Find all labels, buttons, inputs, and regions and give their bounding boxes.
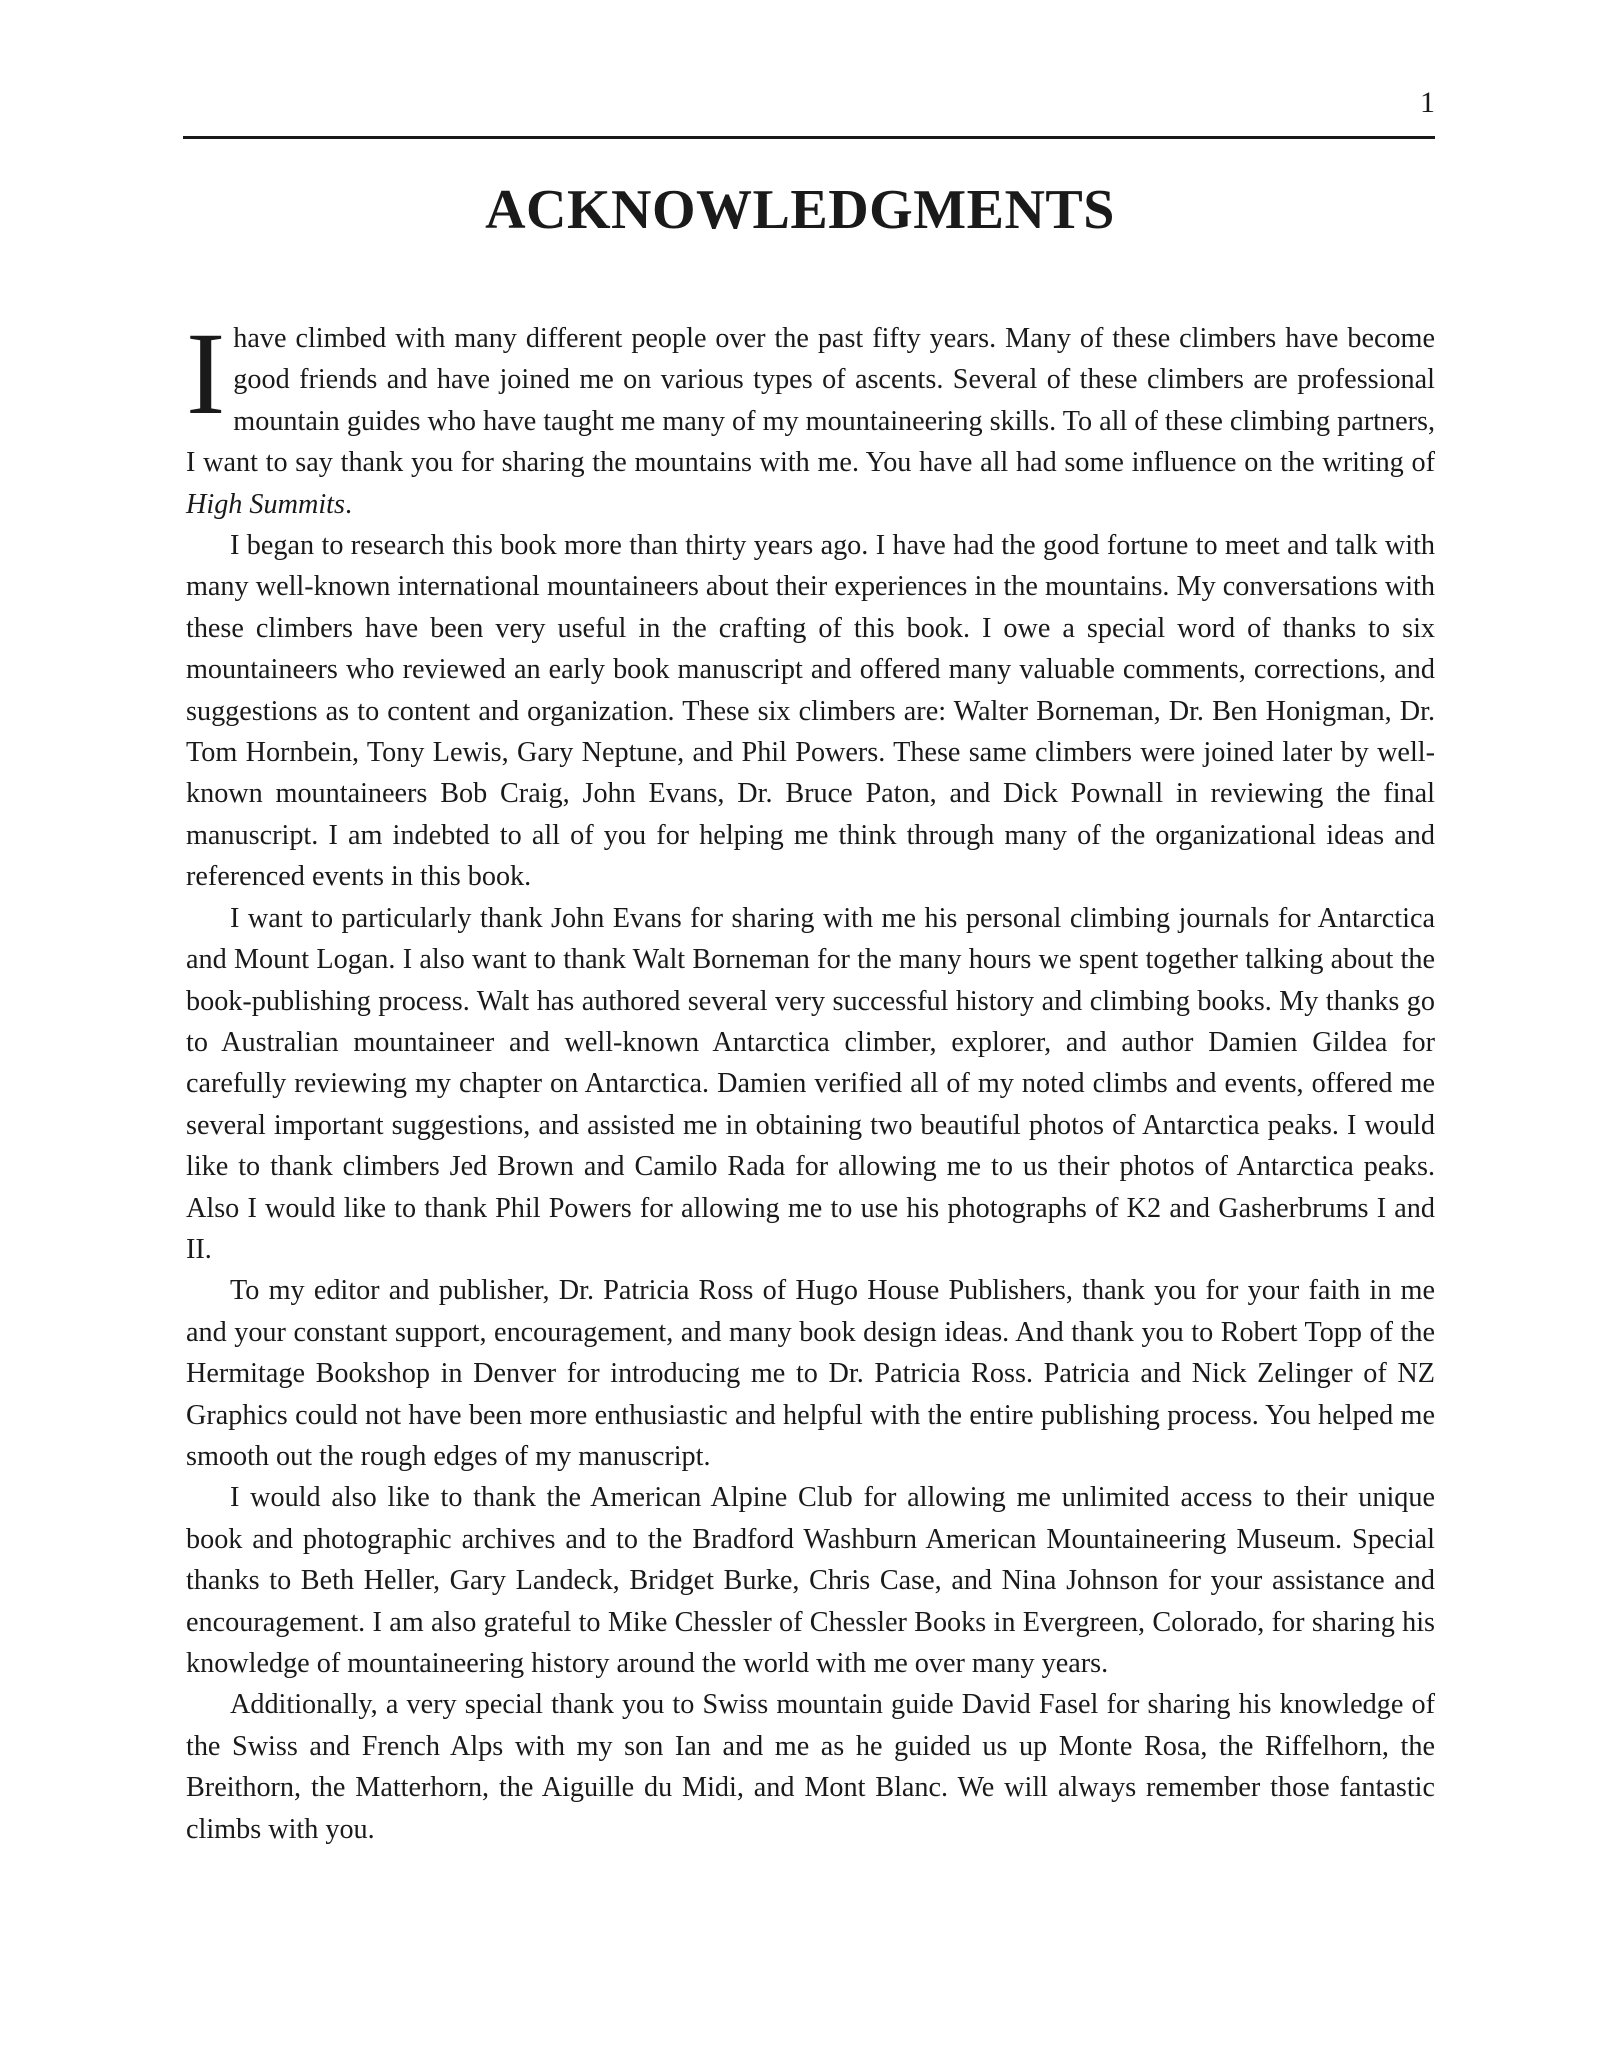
page-title: ACKNOWLEDGMENTS: [485, 179, 1115, 241]
body-text: [186, 308, 1435, 1850]
page-number: 1: [1420, 86, 1435, 119]
paragraph-3: I want to particularly thank John Evans for sharing with me his personal climbing journals for Antarctica and Mount Logan. I also want to thank Walt Borneman for the many hours we spent together talking about the book-publishing process. Walt has authored several very successful history and climbing books. My thanks go to Australian mountaineer and well-known Antarctica climber, explorer, and author Damien Gildea for carefully reviewing my chapter on Antarctica. Damien verified all of my noted climbs and events, offered me several important suggestions, and assisted me in obtaining two beautiful photos of Antarctica peaks. I would like to thank climbers Jed Brown and Camilo Rada for allowing me to us their photos of Antarctica peaks. Also I would like to thank Phil Powers for allowing me to use his photographs of K2 and Gasherbrums I and II.: [186, 902, 1435, 1265]
book-title: High Summits: [186, 488, 345, 520]
header-rule: [183, 136, 1435, 139]
paragraph-2: I began to research this book more than thirty years ago. I have had the good fortune to meet and talk with many well-known international mountaineers about their experiences in the mountains. My conversations with these climbers have been very useful in the crafting of this book. I owe a special word of thanks to six mountaineers who reviewed an early book manuscript and offered many valuable comments, corrections, and suggestions as to content and organization. These six climbers are: Walter Borneman, Dr. Ben Honigman, Dr. Tom Hornbein, Tony Lewis, Gary Neptune, and Phil Powers. These same climbers were joined later by well-known mountaineers Bob Craig, John Evans, Dr. Bruce Paton, and Dick Pownall in reviewing the final manuscript. I am indebted to all of you for helping me think through many of the organizational ideas and referenced events in this book.: [186, 530, 1435, 893]
drop-cap: I: [186, 308, 226, 439]
paragraph-5: I would also like to thank the American Alpine Club for allowing me unlimited access to their unique book and photographic archives and to the Bradford Washburn American Mountaineering Museum. Special thanks to Beth Heller, Gary Landeck, Bridget Burke, Chris Case, and Nina Johnson for your assistance and encouragement. I am also grateful to Mike Chessler of Chessler Books in Evergreen, Colorado, for sharing his knowledge of mountaineering history around the world with me over many years.: [186, 1482, 1435, 1679]
paragraph-1-end: .: [344, 488, 353, 520]
paragraph-1-text: have climbed with many different people over the past fifty years. Many of these climbers have become good friends and have joined me on various types of ascents. Several of these climbers are professional mountain guides who have taught me many of my mountaineering skills. To all of these climbing partners, I want to say thank you for sharing the mountains with me. You have all had some influence on the writing of: [186, 323, 1435, 479]
paragraph-4: To my editor and publisher, Dr. Patricia Ross of Hugo House Publishers, thank you for your faith in me and your constant support, encouragement, and many book design ideas. And thank you to Robert Topp of the Hermitage Bookshop in Denver for introducing me to Dr. Patricia Ross. Patricia and Nick Zelinger of NZ Graphics could not have been more enthusiastic and helpful with the entire publishing process. You helped me smooth out the rough edges of my manuscript.: [186, 1275, 1435, 1472]
paragraph-6: Additionally, a very special thank you to Swiss mountain guide David Fasel for sharing his knowledge of the Swiss and French Alps with my son Ian and me as he guided us up Monte Rosa, the Riffelhorn, the Breithorn, the Matterhorn, the Aiguille du Midi, and Mont Blanc. We will always remember those fantastic climbs with you.: [186, 1689, 1435, 1845]
paragraph-1: [186, 308, 1435, 525]
